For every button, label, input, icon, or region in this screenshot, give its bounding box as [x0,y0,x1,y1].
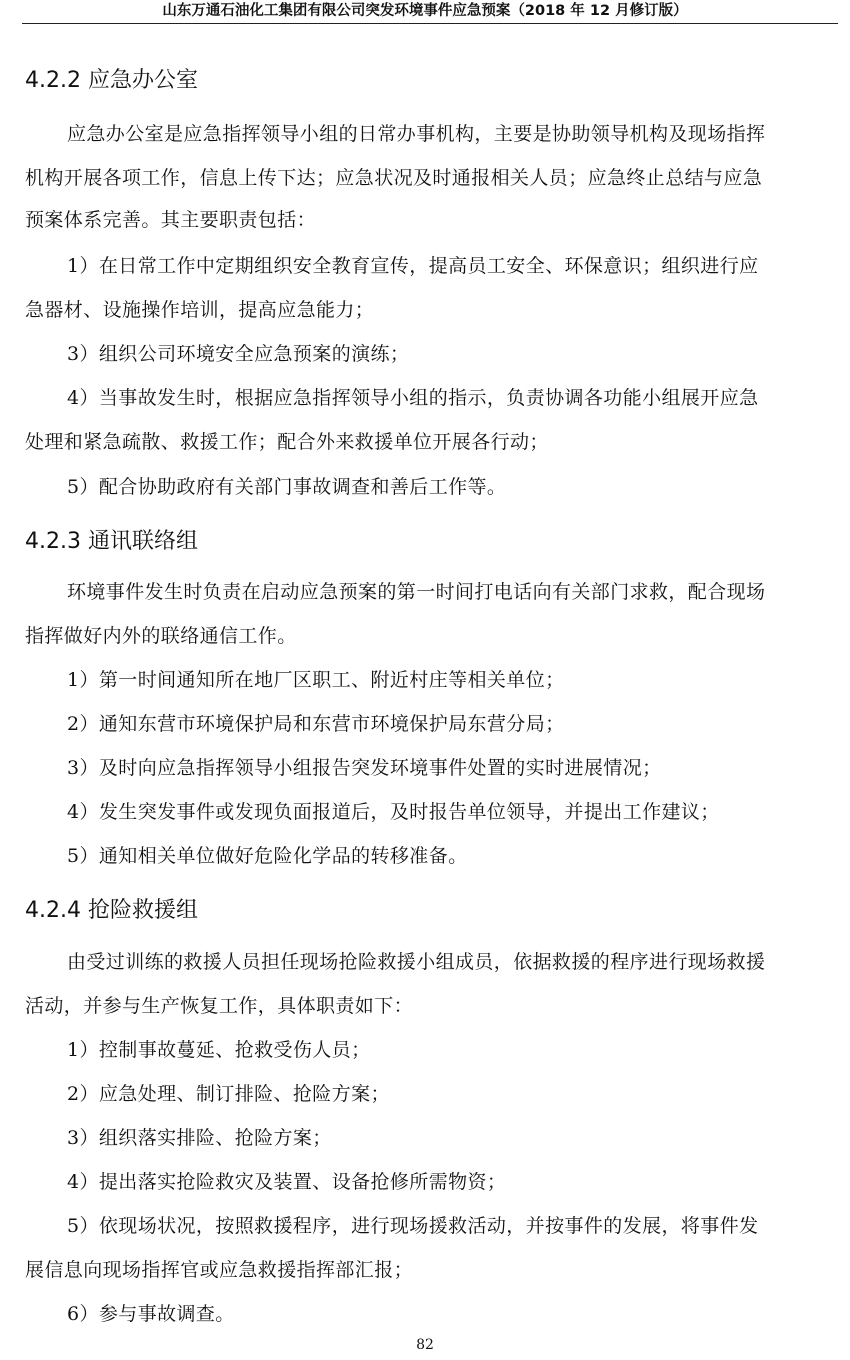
paragraph-line: 机构开展各项工作，信息上传下达；应急状况及时通报相关人员；应急终止总结与应急 [25,167,763,189]
list-item: 4）发生突发事件或发现负面报道后，及时报告单位领导，并提出工作建议； [67,801,720,823]
list-item: 4）提出落实抢险救灾及装置、设备抢修所需物资； [67,1171,507,1193]
list-item: 3）及时向应急指挥领导小组报告突发环境事件处置的实时进展情况； [67,757,662,779]
section-heading-4-2-4: 4.2.4 抢险救援组 [25,898,198,923]
list-item-continuation: 展信息向现场指挥官或应急救援指挥部汇报； [25,1259,414,1281]
list-item: 2）通知东营市环境保护局和东营市环境保护局东营分局； [67,713,565,735]
list-item: 3）组织落实排险、抢险方案； [67,1127,332,1149]
list-item: 1）控制事故蔓延、抢救受伤人员； [67,1039,371,1061]
list-item-continuation: 处理和紧急疏散、救援工作；配合外来救援单位开展各行动； [25,431,549,453]
list-item: 5）依现场状况，按照救援程序，进行现场援救活动，并按事件的发展，将事件发 [67,1215,759,1237]
paragraph-line: 应急办公室是应急指挥领导小组的日常办事机构，主要是协助领导机构及现场指挥 [67,123,766,145]
list-item: 4）当事故发生时，根据应急指挥领导小组的指示，负责协调各功能小组展开应急 [67,387,759,409]
paragraph-line: 活动，并参与生产恢复工作，具体职责如下： [25,995,414,1017]
list-item: 6）参与事故调查。 [67,1303,235,1325]
list-item: 5）通知相关单位做好危险化学品的转移准备。 [67,845,468,867]
section-heading-4-2-2: 4.2.2 应急办公室 [25,68,198,93]
paragraph-line: 预案体系完善。其主要职责包括： [25,209,317,231]
list-item-continuation: 急器材、设施操作培训，提高应急能力； [25,299,375,321]
header-divider [22,23,838,24]
list-item: 2）应急处理、制订排险、抢险方案； [67,1083,390,1105]
page-number: 82 [416,1337,434,1353]
paragraph-line: 由受过训练的救援人员担任现场抢险救援小组成员，依据救援的程序进行现场救援 [67,951,766,973]
paragraph-line: 环境事件发生时负责在启动应急预案的第一时间打电话向有关部门求救，配合现场 [67,581,766,603]
paragraph-line: 指挥做好内外的联络通信工作。 [25,625,297,647]
list-item: 1）在日常工作中定期组织安全教育宣传，提高员工安全、环保意识；组织进行应 [67,255,759,277]
list-item: 3）组织公司环境安全应急预案的演练； [67,343,410,365]
document-header: 山东万通石油化工集团有限公司突发环境事件应急预案（2018 年 12 月修订版） [162,3,688,19]
list-item: 5）配合协助政府有关部门事故调查和善后工作等。 [67,476,507,498]
section-heading-4-2-3: 4.2.3 通讯联络组 [25,529,198,554]
list-item: 1）第一时间通知所在地厂区职工、附近村庄等相关单位； [67,669,565,691]
